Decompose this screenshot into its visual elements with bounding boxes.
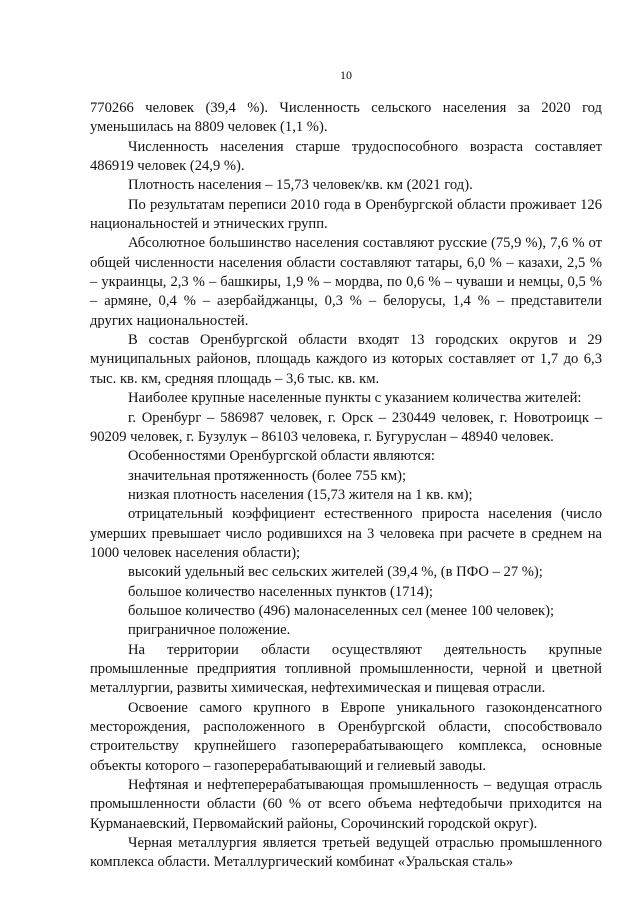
paragraph: На территории области осуществляют деятельность крупные промышленные предприятия топливной промышленности, черной и цветной металлургии, развиты химическая, нефтехимическая и пищевая отрасли. — [90, 641, 602, 697]
paragraph: Черная металлургия является третьей ведущей отраслью промышленного комплекса области. Металлургический комбинат «Уральская сталь» — [90, 835, 602, 871]
paragraph: Численность населения старше трудоспособного возраста составляет 486919 человек (24,9 %). — [90, 138, 602, 175]
document-page — [90, 68, 602, 873]
paragraph: значительная протяженность (более 755 км); — [128, 467, 407, 484]
paragraph: Абсолютное большинство населения составляют русские (75,9 %), 7,6 % от общей численности населения области составляют татары, 6,0 % – казахи, 2,5 % – украинцы, 2,3 % – башкиры, 1,9 % – мордва, по 0,6 % – чуваши и немцы, 0,5 % – армяне, 0,4 % – азербайджанцы, 0,3 % – белорусы, 1,4 % – представители других национальностей. — [90, 235, 602, 329]
paragraph: Нефтяная и нефтеперерабатывающая промышленность – ведущая отрасль промышленности области (60 % от всего объема нефтедобычи приходится на Курманаевский, Первомайский районы, Сорочинский городской округ). — [90, 777, 602, 832]
paragraph: По результатам переписи 2010 года в Оренбургской области проживает 126 национальностей и этнических групп. — [90, 196, 602, 233]
document-body — [90, 99, 602, 873]
paragraph: отрицательный коэффициент естественного прироста населения (число умерших превышает число родившихся на 3 человека при расчете в среднем на 1000 человек населения области); — [90, 506, 602, 561]
paragraph: большое количество населенных пунктов (1714); — [128, 583, 433, 600]
paragraph: В состав Оренбургской области входят 13 городских округов и 29 муниципальных районов, площадь каждого из которых составляет от 1,7 до 6,3 тыс. кв. км, средняя площадь – 3,6 тыс. кв. км. — [90, 332, 602, 387]
paragraph: большое количество (496) малонаселенных сел (менее 100 человек); — [128, 602, 555, 619]
page-number: 10 — [340, 68, 352, 82]
paragraph: Особенностями Оренбургской области являются: — [128, 448, 435, 465]
paragraph: высокий удельный вес сельских жителей (39,4 %, (в ПФО – 27 %); — [128, 564, 543, 581]
paragraph: 770266 человек (39,4 %). Численность сельского населения за 2020 год уменьшилась на 8809 человек (1,1 %). — [90, 100, 602, 136]
paragraph: Освоение самого крупного в Европе уникального газоконденсатного месторождения, расположенного в Оренбургской области, способствовало строительству крупнейшего газоперерабатывающего комплекса, основные объекты которого – газоперерабатывающий и гелиевый заводы. — [90, 699, 602, 774]
paragraph: приграничное положение. — [128, 622, 291, 639]
paragraph: низкая плотность населения (15,73 жителя на 1 кв. км); — [128, 486, 473, 503]
paragraph: Наиболее крупные населенные пункты с указанием количества жителей: — [128, 390, 582, 407]
paragraph: Плотность населения – 15,73 человек/кв. км (2021 год). — [128, 177, 473, 194]
paragraph: г. Оренбург – 586987 человек, г. Орск – 230449 человек, г. Новотроицк – 90209 человек, г. Бузулук – 86103 человека, г. Бугуруслан – 48940 человек. — [90, 409, 602, 445]
